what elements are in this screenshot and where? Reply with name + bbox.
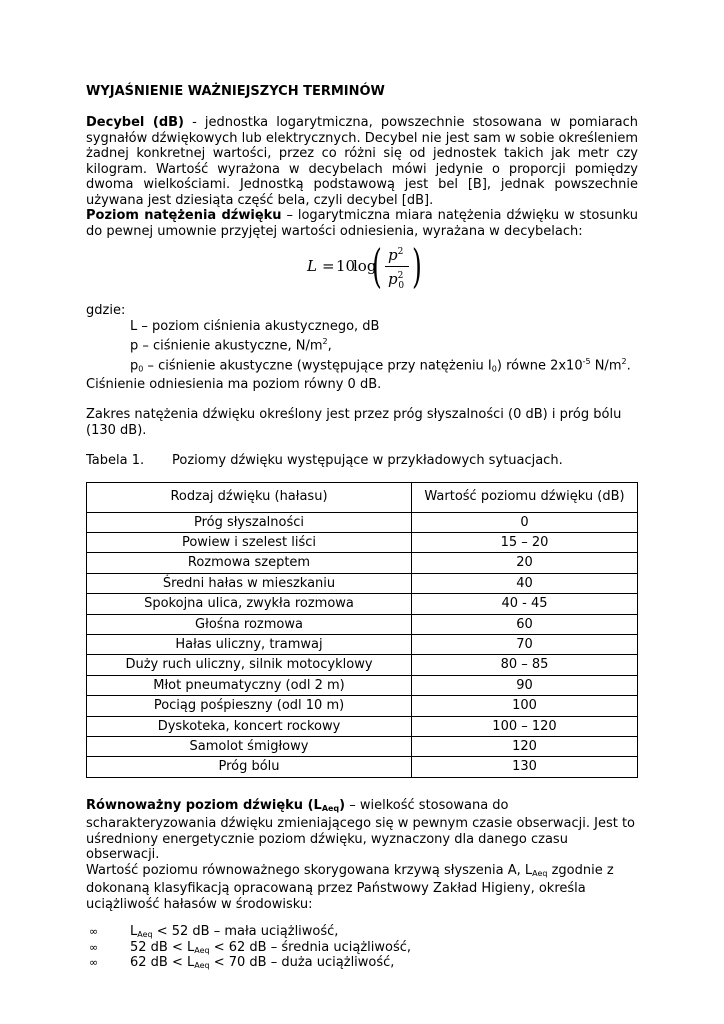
infinity-bullet-icon: ∞ — [89, 925, 99, 939]
where-label: gdzie: — [86, 303, 126, 318]
formula-numerator: $p^2$ — [388, 246, 404, 264]
page-title: WYJAŚNIENIE WAŻNIEJSZYCH TERMINÓW — [86, 84, 385, 99]
cell-sound-level: 100 — [412, 696, 638, 716]
list-item-text: 62 dB < $L_{Aeq} < 70$ dB – duża uciążliwość, — [130, 955, 395, 971]
table-row — [87, 594, 638, 614]
equivalent-text: – wielkość stosowana do scharakteryzowania dźwięku zmieniającego się w pewnym czasie obserwacji. Jest to uśredniony energetycznie poziom dźwięku, wyznaczony dla danego czasu obserwacji. — [86, 797, 636, 863]
table-row — [87, 635, 638, 655]
table-caption-number: Tabela 1. — [86, 453, 145, 469]
table-row — [87, 675, 638, 695]
cell-sound-type: Głośna rozmowa — [87, 614, 412, 634]
cell-sound-level: 90 — [412, 675, 638, 695]
table-row — [87, 614, 638, 634]
equivalent-term: Równoważny poziom dźwięku $(L_{Aeq})$ — [86, 797, 346, 813]
where-line-p0: $p_0$ – ciśnienie akustyczne (występujące przy natężeniu $I_0$) równe $2x10^{-5}$ $N/m^2$. — [130, 356, 631, 374]
equivalent-paragraph — [86, 798, 638, 863]
table-caption — [86, 453, 638, 469]
decibel-text: - jednostka logarytmiczna, powszechnie stosowana w pomiarach sygnałów dźwiękowych lub elektrycznych. Decybel nie jest sam w sobie określeniem żadnej konkretnej wartości, przez co różni się od jednostek takich jak metr czy kilogram. Wartość wyrażona w decybelach mówi jedynie o proporcji pomiędzy dwoma wielkościami. Jednostką podstawową jest bel [B], jednak powszechnie używana jest dziesiąta część bela, czyli decybel [dB]. — [86, 115, 638, 208]
where-line-p: p – ciśnienie akustyczne, $N/m^2$, — [130, 337, 332, 354]
intensity-paragraph — [86, 208, 638, 239]
cell-sound-type: Średni hałas w mieszkaniu — [87, 573, 412, 593]
cell-sound-type: Samolot śmigłowy — [87, 736, 412, 756]
classification-paragraph: Wartość poziomu równoważnego skorygowana krzywą słyszenia A, $L_{Aeq}$ zgodnie z dokonaną klasyfikacją opracowaną przez Państwowy Zakład Higieny, określa uciążliwość hałasów w środowisku: — [86, 862, 614, 912]
cell-sound-level: 120 — [412, 736, 638, 756]
list-item-text: 52 dB < $L_{Aeq} < 62$ dB – średnia uciążliwość, — [130, 939, 412, 955]
cell-sound-type: Duży ruch uliczny, silnik motocyklowy — [87, 655, 412, 675]
table-row — [87, 573, 638, 593]
table-row — [87, 736, 638, 756]
header-sound-type: Rodzaj dźwięku (hałasu) — [87, 482, 412, 512]
decibel-paragraph — [86, 115, 638, 208]
formula-left-paren: ( — [372, 239, 382, 293]
range-paragraph: Zakres natężenia dźwięku określony jest przez próg słyszalności (0 dB) i próg bólu (130 dB). — [86, 407, 622, 438]
cell-sound-level: 130 — [412, 757, 638, 777]
list-item — [86, 924, 638, 940]
cell-sound-level: 70 — [412, 635, 638, 655]
cell-sound-level: 60 — [412, 614, 638, 634]
cell-sound-type: Próg słyszalności — [87, 512, 412, 532]
formula-denominator: $p^2_0$ — [388, 270, 405, 291]
table-row — [87, 696, 638, 716]
intensity-text: – logarytmiczna miara natężenia dźwięku w stosunku do pewnej umownie przyjętej wartości odniesienia, wyrażana w decybelach: — [86, 208, 638, 239]
formula-right-paren: ) — [412, 239, 422, 293]
table-row — [87, 553, 638, 573]
cell-sound-type: Młot pneumatyczny (odl 2 m) — [87, 675, 412, 695]
sound-levels-table — [86, 482, 638, 778]
where-line-l: L – poziom ciśnienia akustycznego, dB — [130, 318, 380, 334]
table-row — [87, 533, 638, 553]
cell-sound-type: Dyskoteka, koncert rockowy — [87, 716, 412, 736]
document-page — [86, 84, 638, 971]
table-row — [87, 716, 638, 736]
table-row — [87, 757, 638, 777]
infinity-bullet-icon: ∞ — [89, 956, 99, 970]
table-row — [87, 512, 638, 532]
cell-sound-level: 100 – 120 — [412, 716, 638, 736]
list-item — [86, 955, 638, 971]
header-sound-level: Wartość poziomu dźwięku (dB) — [412, 482, 638, 512]
reference-pressure: Ciśnienie odniesienia ma poziom równy 0 dB. — [86, 376, 382, 392]
formula-fraction-line — [385, 266, 409, 267]
list-item-text: $L_{Aeq} < 52$ dB – mała uciążliwość, — [130, 924, 339, 940]
table-header-row — [87, 482, 638, 512]
formula-equals: = — [322, 257, 335, 275]
cell-sound-type: Hałas uliczny, tramwaj — [87, 635, 412, 655]
cell-sound-type: Spokojna ulica, zwykła rozmowa — [87, 594, 412, 614]
cell-sound-level: 80 – 85 — [412, 655, 638, 675]
cell-sound-level: 0 — [412, 512, 638, 532]
cell-sound-type: Powiew i szelest liści — [87, 533, 412, 553]
infinity-bullet-icon: ∞ — [89, 940, 99, 954]
list-item — [86, 940, 638, 956]
formula-coefficient: 10 — [336, 257, 356, 275]
cell-sound-level: 15 – 20 — [412, 533, 638, 553]
cell-sound-type: Pociąg pośpieszny (odl 10 m) — [87, 696, 412, 716]
nuisance-levels-list — [86, 924, 638, 971]
decibel-term: Decybel (dB) — [86, 115, 184, 130]
cell-sound-level: 40 — [412, 573, 638, 593]
formula-l: L — [307, 257, 317, 275]
cell-sound-type: Rozmowa szeptem — [87, 553, 412, 573]
intensity-term: Poziom natężenia dźwięku — [86, 208, 282, 223]
level-formula — [86, 241, 638, 299]
cell-sound-level: 20 — [412, 553, 638, 573]
table-row — [87, 655, 638, 675]
table-caption-text: Poziomy dźwięku występujące w przykładowych sytuacjach. — [172, 453, 563, 469]
cell-sound-level: 40 - 45 — [412, 594, 638, 614]
cell-sound-type: Próg bólu — [87, 757, 412, 777]
formula-log: log — [353, 257, 377, 275]
